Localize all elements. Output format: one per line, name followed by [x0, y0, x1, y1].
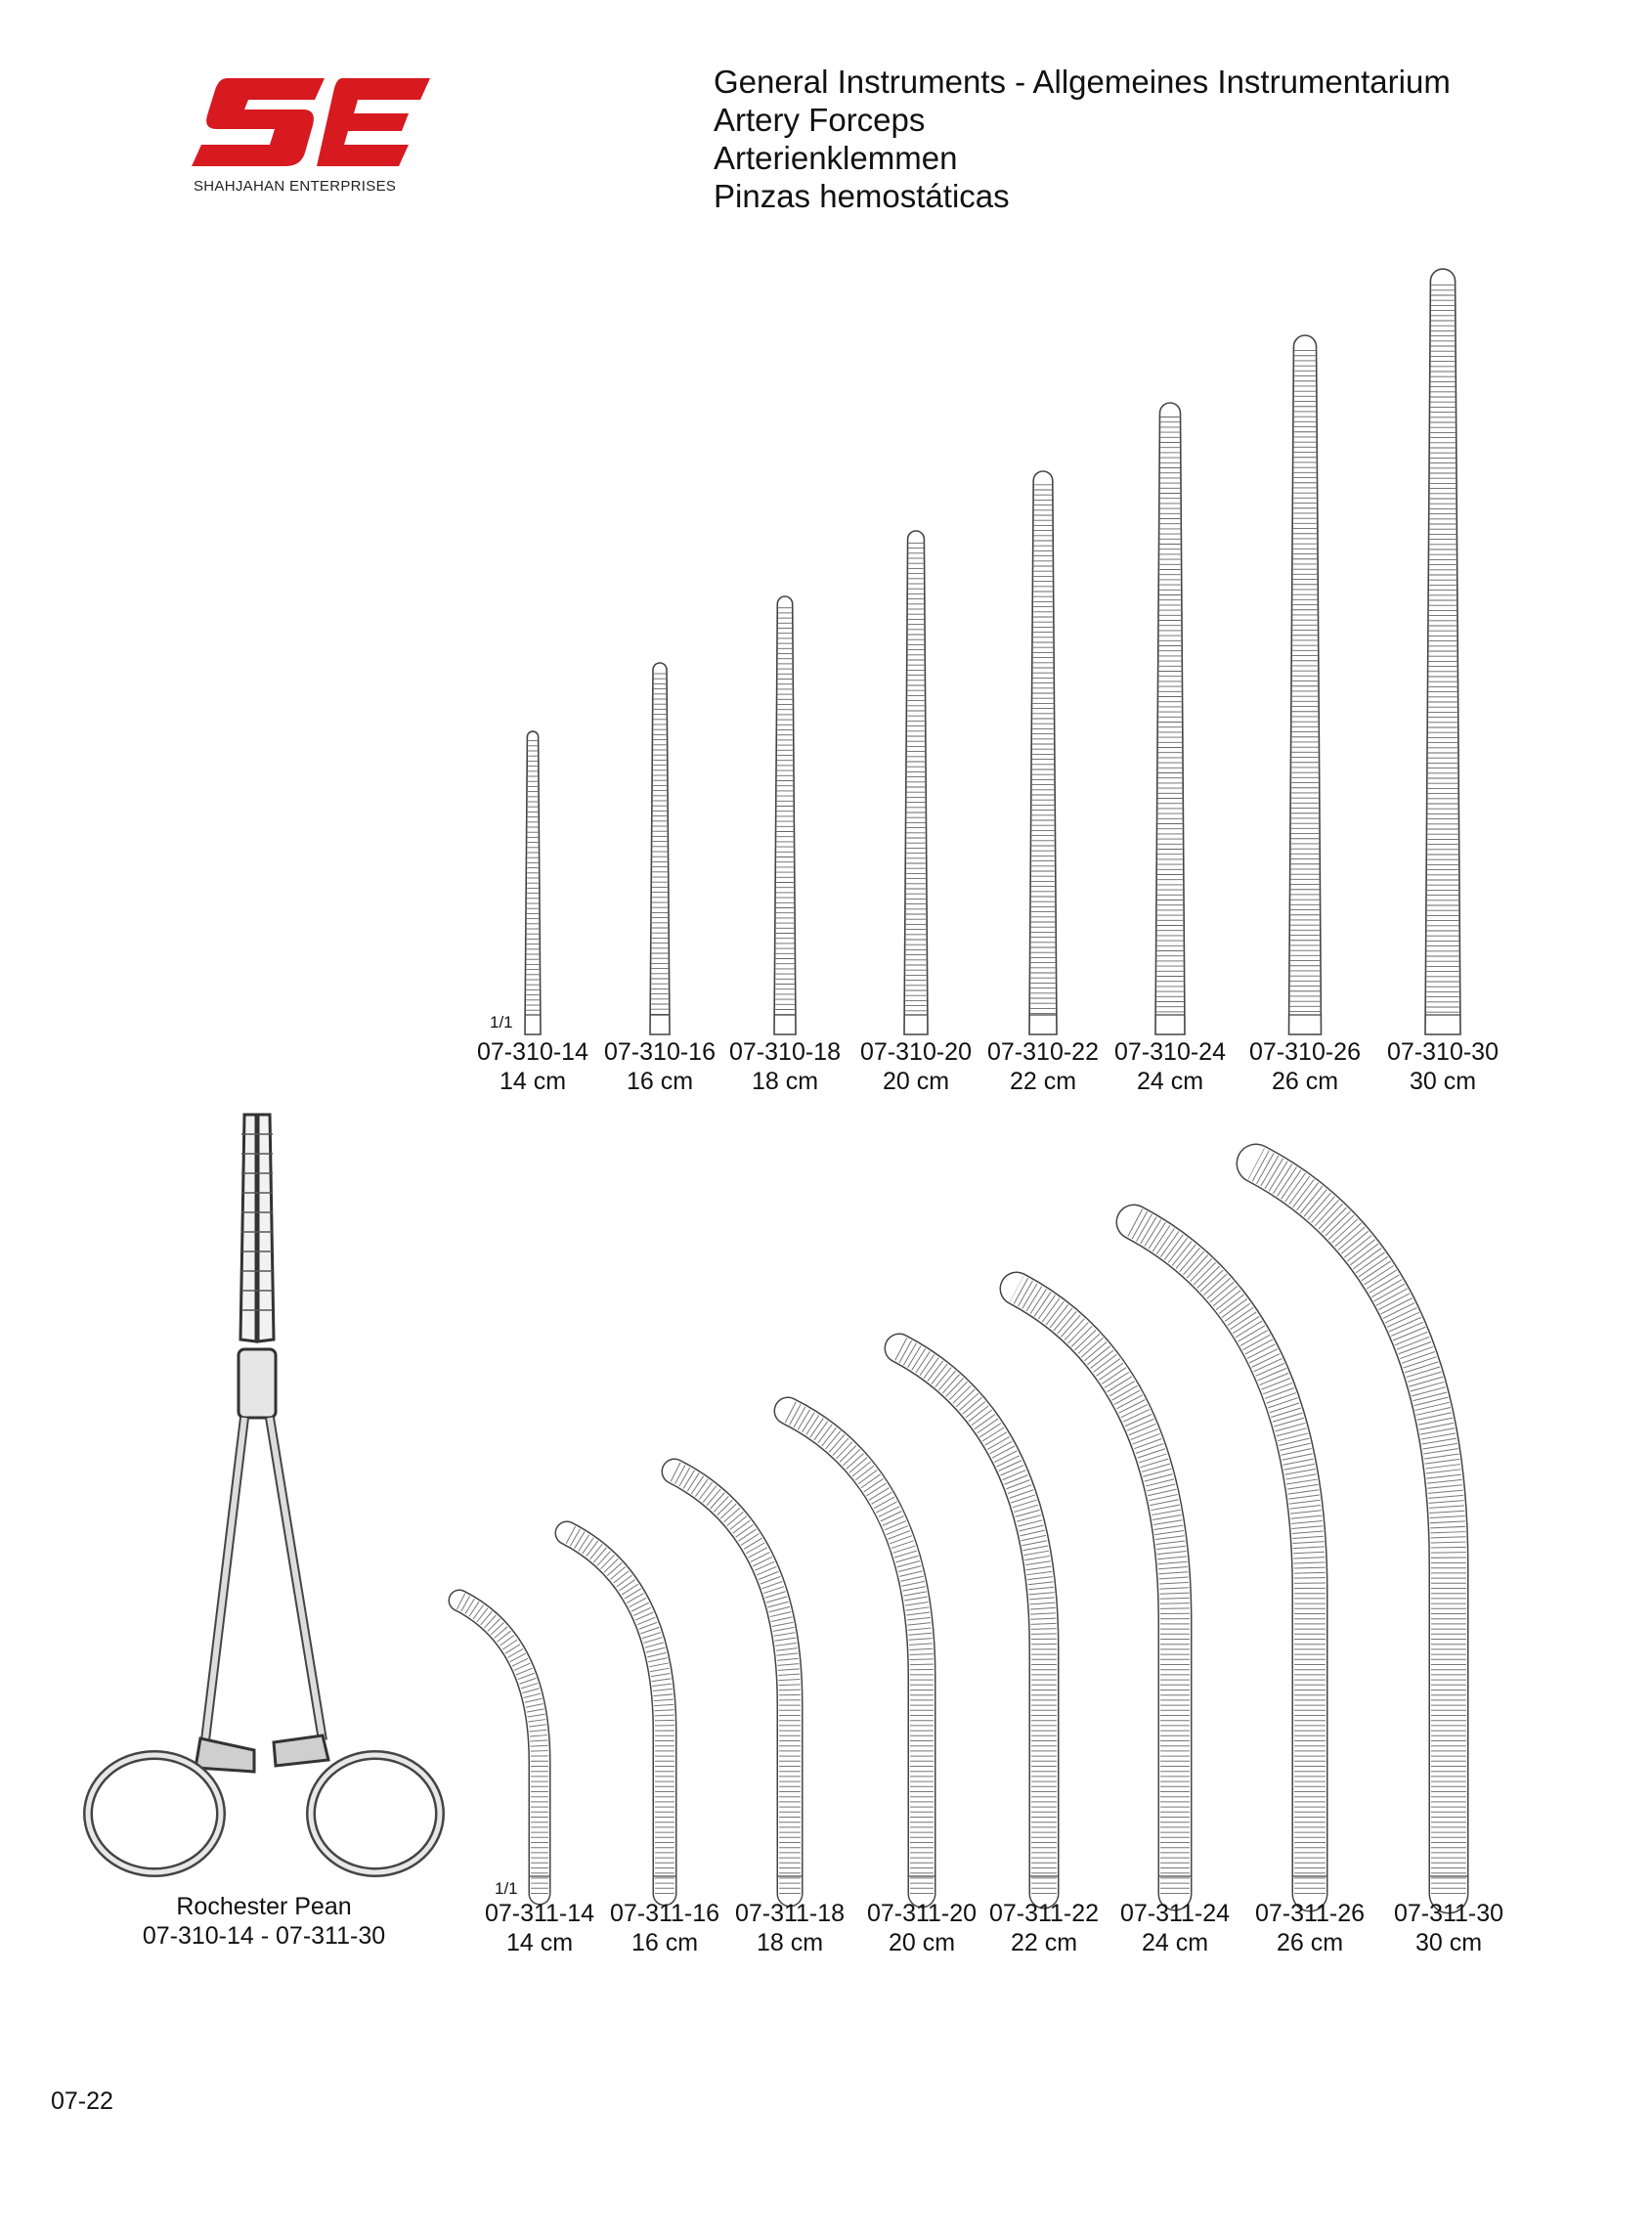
- item-size: 14 cm: [505, 1929, 574, 1956]
- scale-label-straight: 1/1: [490, 1013, 513, 1032]
- page-number: 07-22: [51, 2087, 113, 2115]
- brand-name: SHAHJAHAN ENTERPRISES: [194, 178, 397, 195]
- curved-jaw-07-311-16: [567, 1533, 676, 1894]
- straight-jaws: [525, 269, 1460, 1034]
- straight-label-07-310-20: [848, 1037, 984, 1096]
- item-code: 07-311-26: [1254, 1900, 1366, 1927]
- instrument-name: Rochester Pean: [176, 1893, 352, 1920]
- item-size: 30 cm: [1409, 1068, 1477, 1095]
- item-code: 07-310-16: [604, 1038, 716, 1066]
- item-size: 22 cm: [1010, 1929, 1078, 1956]
- item-code: 07-310-20: [860, 1038, 972, 1066]
- item-size: 18 cm: [756, 1929, 824, 1956]
- curved-label-07-311-18: [721, 1899, 858, 1957]
- item-code: 07-311-16: [609, 1900, 720, 1927]
- item-code: 07-310-30: [1387, 1038, 1499, 1066]
- straight-jaw-07-310-16: [650, 663, 670, 1034]
- item-size: 14 cm: [499, 1068, 567, 1095]
- straight-jaw-07-310-30: [1425, 269, 1460, 1034]
- straight-jaw-07-310-22: [1029, 471, 1057, 1034]
- straight-label-07-310-26: [1237, 1037, 1373, 1096]
- curved-label-07-311-30: [1380, 1899, 1517, 1957]
- item-code: 07-311-22: [988, 1900, 1100, 1927]
- heading-line-1: General Instruments - Allgemeines Instrumentarium: [714, 64, 1451, 100]
- heading-line-3: Arterienklemmen: [714, 140, 958, 176]
- item-code: 07-310-22: [987, 1038, 1099, 1066]
- straight-label-07-310-14: [464, 1037, 601, 1096]
- item-size: 26 cm: [1276, 1929, 1344, 1956]
- item-size: 30 cm: [1414, 1929, 1483, 1956]
- item-size: 22 cm: [1009, 1068, 1077, 1095]
- curved-label-07-311-20: [853, 1899, 990, 1957]
- curved-label-07-311-24: [1107, 1899, 1243, 1957]
- item-code: 07-311-14: [484, 1900, 595, 1927]
- curved-label-07-311-14: [471, 1899, 608, 1957]
- straight-label-07-310-22: [975, 1037, 1111, 1096]
- curved-label-07-311-16: [596, 1899, 733, 1957]
- straight-label-07-310-24: [1102, 1037, 1239, 1096]
- item-size: 20 cm: [888, 1929, 956, 1956]
- straight-jaw-07-310-18: [774, 596, 796, 1034]
- item-code: 07-311-24: [1119, 1900, 1231, 1927]
- item-code: 07-311-30: [1393, 1900, 1504, 1927]
- straight-jaw-07-310-20: [904, 531, 928, 1034]
- item-size: 16 cm: [626, 1068, 694, 1095]
- item-code: 07-310-24: [1114, 1038, 1226, 1066]
- item-size: 18 cm: [751, 1068, 819, 1095]
- straight-label-07-310-18: [717, 1037, 853, 1096]
- curved-jaw-07-311-18: [674, 1471, 803, 1894]
- item-code: 07-310-26: [1249, 1038, 1361, 1066]
- item-size: 20 cm: [882, 1068, 950, 1095]
- curved-label-07-311-22: [976, 1899, 1112, 1957]
- rochester-pean-illustration: [88, 1115, 440, 1872]
- curved-label-07-311-26: [1241, 1899, 1378, 1957]
- heading-line-4: Pinzas hemostáticas: [714, 178, 1010, 214]
- item-code: 07-310-14: [477, 1038, 588, 1066]
- straight-label-07-310-30: [1374, 1037, 1511, 1096]
- item-size: 16 cm: [630, 1929, 699, 1956]
- curved-jaws: [459, 1163, 1468, 1894]
- heading-line-2: Artery Forceps: [714, 102, 926, 138]
- scale-label-curved: 1/1: [495, 1879, 518, 1898]
- curved-jaw-07-311-14: [459, 1601, 550, 1894]
- item-size: 24 cm: [1136, 1068, 1204, 1095]
- curved-jaw-07-311-30: [1256, 1163, 1468, 1894]
- straight-label-07-310-16: [591, 1037, 728, 1096]
- curved-jaw-07-311-20: [788, 1411, 935, 1894]
- item-size: 24 cm: [1141, 1929, 1209, 1956]
- item-code: 07-311-18: [734, 1900, 846, 1927]
- item-code: 07-310-18: [729, 1038, 841, 1066]
- instrument-range: 07-310-14 - 07-311-30: [142, 1922, 386, 1950]
- straight-jaw-07-310-24: [1155, 403, 1185, 1034]
- straight-jaw-07-310-14: [525, 731, 541, 1034]
- item-code: 07-311-20: [866, 1900, 978, 1927]
- item-size: 26 cm: [1271, 1068, 1339, 1095]
- straight-jaw-07-310-26: [1289, 335, 1322, 1034]
- instrument-caption: [98, 1892, 430, 1951]
